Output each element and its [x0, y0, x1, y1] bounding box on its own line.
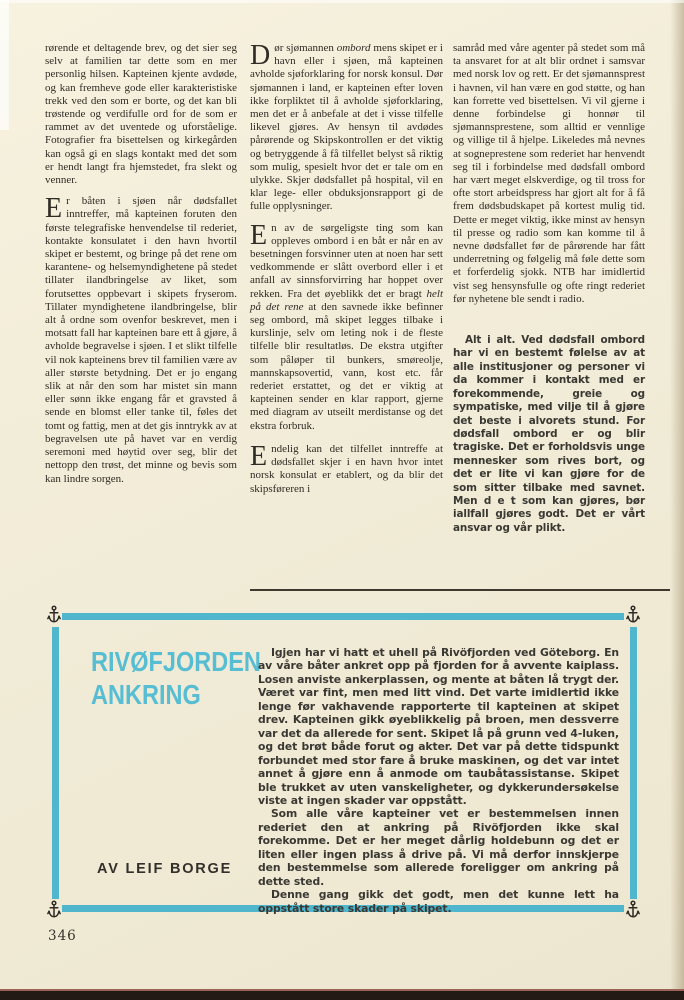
paragraph-text: ør sjømannen — [274, 42, 337, 54]
paragraph: rørende et deltagende brev, og det sier seg selv at familien tar dette som en mer personlig hilsen. Kapteinen kjente avdøde, og kan fremheve gode eller karakteristiske trekk ved den som er borte, og det kan bli trøstende og verdifulle ord for de som er rammet av det uventede og uforståelige. Fotografier fra bisettelsen og kirkegården kan også gi en slags kontakt med det som er hendt langt fra hjemstedet, fra slekt og venner. — [45, 42, 237, 187]
italic-text: helt på det rene — [250, 287, 443, 313]
paragraph-dropcap — [250, 219, 444, 433]
paragraph-text: mens skipet er i havn eller i sjøen, må kapteinen avholde sjøforklaring for norsk konsul. Dør sjømannen i land, er kapteinen efter loven ikke forpliktet til å avholde sjøforklaring, men det er å anbefale at det i visse tilfelle likevel gjøres. Av hensyn til avdødes pårørende og Skipskontrollen er det viktig og betryggende å få tilfellet belyst så riktig som mulig, spesielt hvor det er tale om en ulykke. Skjer dødsfallet på hospital, vil en klar lege- eller obduksjonsrapport gi de fulle opplysninger. — [250, 42, 443, 213]
anchor-icon — [626, 900, 640, 919]
drop-cap: D — [250, 40, 271, 71]
paragraph-dropcap — [250, 440, 443, 496]
box-border-right — [630, 627, 637, 899]
column-middle — [250, 42, 443, 496]
box-article-title — [91, 645, 261, 711]
paragraph-dropcap — [250, 42, 443, 214]
scan-edge-right — [670, 0, 684, 1000]
anchor-icon — [47, 605, 61, 624]
paragraph: samråd med våre agenter på stedet som må ta ansvaret for at alt blir ordnet i samsvar med norsk lov og rett. Er det sjømannsprest i havnen, vil han være en god støtte, og han kan forrette ved bisettelsen. Vi vil gjerne i denne forbindelse gi honnør til sjømannsprestene, som alltid er vennlige og villige til å hjelpe. Likeledes må nevnes at sogneprestene som rederiet har henvendt seg til i forbindelse med dødsfall ombord har vært meget elskverdige, og til tross for ofte stort arbeidspress har gjort alt for å få frem dødsbudskapet på kortest mulig tid. Dette er meget viktig, ikke minst av hensyn til presse og radio som kan komme til å nevne dødsfallet før de pårørende har fått underretning og følgelig må føle dette som et forferdelig sjokk. NTB har imidlertid vist seg hensynsfulle og ofte ringt rederiet før nyhetene ble sendt i radio. — [453, 42, 645, 305]
page-number: 346 — [48, 928, 77, 944]
paragraph-sans: Alt i alt. Ved dødsfall ombord har vi en bestemt følelse av at alle institusjoner og personer vi da kommer i kontakt med er forekommende, greie og sympatiske, med vilje til å gjøre det beste i alvorets stund. For dødsfall ombord er og blir tragiske. Det er forholdsvis unge mennesker som rives bort, og det er lite vi kan gjøre for de som sitter tilbake med savnet. Men d e t som kan gjøres, bør iallfall gjøres godt. Det er vårt ansvar og vår plikt. — [453, 334, 645, 534]
paragraph-text: at den savnede ikke befinner seg ombord, må skipet legges tilbake i kurslinje, selv om leting nok i de fleste tilfelle blir resultatløs. De ekstra utgifter som påløper til bunkers, smøreolje, mannskapsovertid, vann, kost etc. får rederiet erstattet, og det er viktig at kapteinen sender en klar rapport, gjerne med diagram av utseilt merdistanse og det ekstra forbruk. — [250, 300, 444, 432]
section-divider-rule — [250, 589, 670, 591]
paragraph-text: ndelig kan det tilfellet inntreffe at dødsfallet skjer i en havn hvor intet norsk konsulat er etablert, og da blir det skipsføreren i — [250, 442, 443, 495]
paragraph-dropcap — [45, 195, 237, 485]
box-article-body — [258, 646, 619, 915]
paragraph-text: r båten i sjøen når dødsfallet inntreffer, må kapteinen foruten den første telegrafiske henvendelse til rederiet, kontakte konsulatet i den havn hvortil skipet er bestemt, og bringe på det rene om karantene- og helsemyndighetene på stedet tillater ilandbringelse av liket, som forutsettes oppbevart i skipets fryserom. Tillater myndighetene ilandbringelse, blir alt å ordne som ovenfor beskrevet, men i motsatt fall har kapteinen bare ett å gjøre, å avholde begravelse i sjøen. I et slikt tilfelle vil nok kapteinens brev til familien være av aller største betydning. Det er jo engang slik at når den som har mistet sin mann eller sønn ikke engang får et gravsted å sende en blomst eller tanke til, føles det tomt og fattig, men at det gis inntrykk av at begravelsen ute på havet var en verdig seremoni med høytid over seg, blir det nettopp den trøst, det minne og bevis som kan lindre sorgen. — [45, 195, 237, 485]
box-title-line2: ANKRING — [91, 679, 201, 710]
box-paragraph: Som alle våre kapteiner vet er bestemmelsen innen rederiet den at ankring på Rivöfjorden ikke skal forekomme. Det er her meget dårlig holdebunn og det er liten eller ingen plass å drive på. Vi må derfor innskjerpe den bestemmelse som allerede foreligger om ankring på dette sted. — [258, 807, 619, 888]
scan-bottom-strip — [0, 989, 684, 1000]
drop-cap: E — [45, 193, 63, 225]
box-title-line1: RIVØFJORDEN — [91, 646, 261, 677]
box-border-top — [62, 613, 624, 620]
anchor-icon — [626, 605, 640, 624]
box-paragraph: Denne gang gikk det godt, men det kunne lett ha oppstått store skader på skipet. — [258, 888, 619, 915]
box-border-left — [52, 627, 59, 899]
drop-cap: E — [250, 219, 268, 251]
italic-text: ombord — [336, 42, 371, 54]
column-left — [45, 42, 237, 486]
paragraph-text: n av de sørgeligste ting som kan oppleves ombord i en båt er når en av besetningen forsvinner uten at noen har sett vedkommende er slått overbord eller i et anfall av sinnsforvirring har hoppet over rekken. Fra det øyeblikk det er bragt — [250, 221, 443, 300]
scan-edge-topleft — [0, 0, 9, 130]
box-paragraph: Igjen har vi hatt et uhell på Rivöfjorden ved Göteborg. En av våre båter ankret opp på fjorden for å avvente kaiplass. Losen anviste ankerplassen, og mente at båten lå trygt der. Været var fint, men med litt vind. Det varte imidlertid ikke lenge før vakhavende rapporterte til kapteinen at skipet drev. Kapteinen gikk øyeblikkelig på broen, men dessverre var det da allerede for sent. Skipet lå på grunn ved 4-luken, og det brøt både forut og akter. Det var på dette tidspunkt forbundet med stor fare å bruke maskinen, og det var intet annet å gjøre enn å anmode om taubåtassistanse. Skipet ble trukket av uten vanskeligheter, og dykkerundersøkelse viste at ingen skader var oppstått. — [258, 646, 619, 807]
drop-cap: E — [250, 440, 268, 472]
column-right — [453, 42, 645, 535]
anchor-icon — [47, 900, 61, 919]
byline: AV LEIF BORGE — [97, 861, 233, 877]
scan-edge-top — [0, 0, 684, 3]
